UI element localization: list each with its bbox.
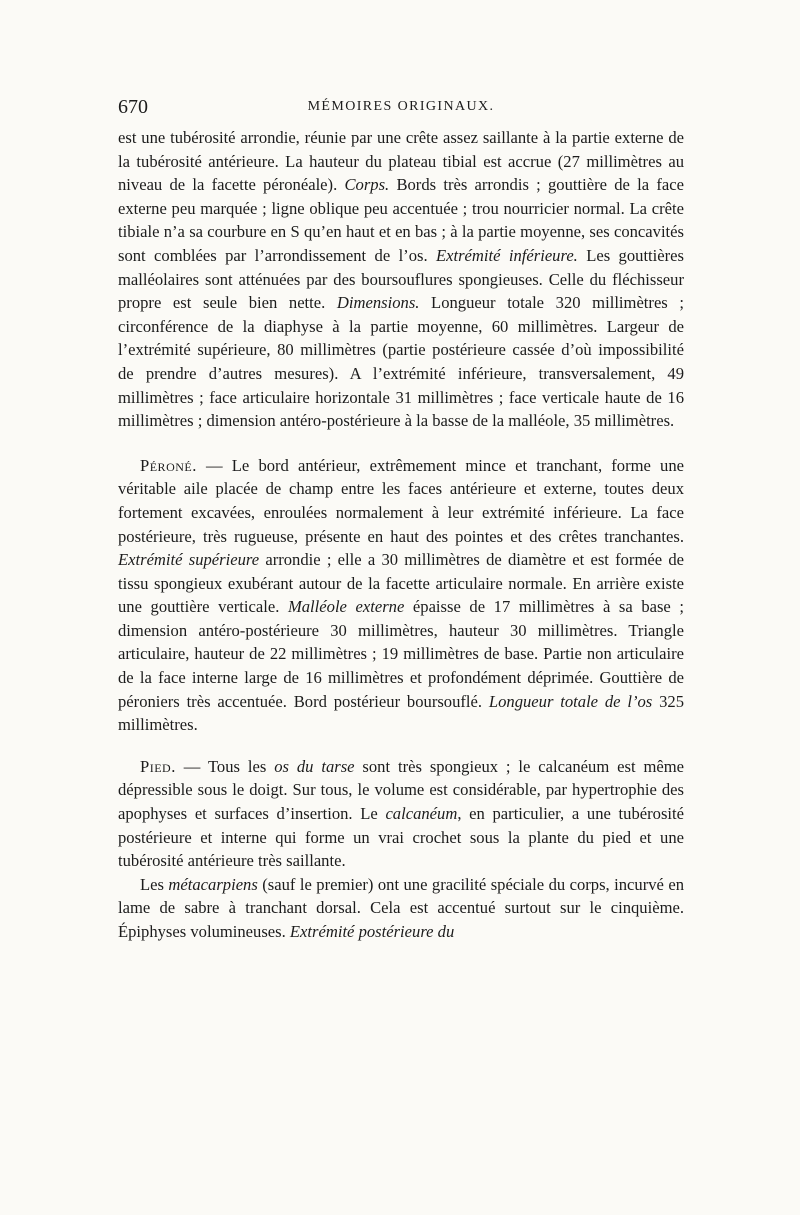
page-number: 670	[118, 96, 148, 118]
running-head: MÉMOIRES ORIGINAUX.	[307, 99, 495, 114]
tibia-paragraph	[118, 126, 684, 433]
book-page	[118, 96, 684, 944]
pied-heading: Pied.	[140, 756, 176, 776]
pied-text-c: , en particulier, a une tubérosité postérieure et interne qui forme un vrai crochet sous la plante du pied et une tubérosité antérieure très saillante.	[118, 804, 684, 871]
corps-heading: Corps.	[344, 175, 390, 195]
paragraph-gap	[118, 737, 684, 755]
extremite-superieure-heading: Extrémité supérieure	[118, 550, 260, 570]
malleole-externe-heading: Malléole externe	[287, 597, 405, 617]
metacarpiens-text-b: (sauf le premier) ont une gracilité spéciale du corps, incurvé en lame de sabre à tranchant dorsal. Cela est accentué surtout sur le cinquième. Épiphyses volumineuses.	[118, 874, 684, 941]
longueur-totale-heading: Longueur totale de l’os	[488, 691, 653, 711]
perone-text-b: arrondie ; elle a 30 millimètres de diamètre et est formée de tissu spongieux exubérant autour de la facette articulaire normale. En arrière existe une gouttière verticale.	[118, 550, 684, 617]
perone-text-d: 325 millimètres.	[118, 691, 684, 735]
calcaneum-term: calcanéum	[385, 804, 458, 824]
extremite-inferieure-heading: Extrémité inférieure.	[435, 245, 578, 265]
extremite-posterieure-heading: Extrémité postérieure du	[289, 922, 455, 941]
perone-paragraph	[118, 454, 684, 737]
paragraph-gap	[118, 433, 684, 454]
perone-heading: Péroné.	[140, 455, 197, 475]
perone-text-c: épaisse de 17 millimètres à sa base ; dimension antéro-postérieure 30 millimètres, hauteur 30 millimètres. Triangle articulaire, hauteur de 22 millimètres ; 19 millimètres de base. Partie non articulaire de la face interne large de 16 millimètres et profondément déprimée. Gouttière de péroniers très accentuée. Bord postérieur boursouflé.	[118, 597, 684, 711]
dimensions-text: Longueur totale 320 millimètres ; circonférence de la diaphyse à la partie moyenne, 60 millimètres. Largeur de l’extrémité supérieure, 80 millimètres (partie postérieure cassée d’où impossibilité de prendre d’autres mesures). A l’extrémité inférieure, transversalement, 49 millimètres ; face articulaire horizontale 31 millimètres ; face verticale haute de 16 millimètres ; dimension antéro-postérieure à la basse de la malléole, 35 millimètres.	[118, 293, 684, 431]
os-du-tarse-term: os du tarse	[274, 756, 355, 776]
tibia-intro: est une tubérosité arrondie, réunie par une crête assez saillante à la partie externe de la tubérosité antérieure. La hauteur du plateau tibial est accrue (27 millimètres au niveau de la facette péronéale).	[118, 128, 684, 195]
pied-paragraph	[118, 755, 684, 873]
dimensions-heading: Dimensions.	[336, 293, 420, 313]
pied-text-b: sont très spongieux ; le calcanéum est même dépressible sous le doigt. Sur tous, le volume est considérable, par hypertrophie des apophyses et surfaces d’insertion. Le	[118, 756, 684, 824]
extremite-inferieure-text: Les gouttières malléolaires sont atténuées par des boursouflures spongieuses. Celle du fléchisseur propre est seule bien nette.	[118, 245, 684, 313]
metacarpiens-text-a: Les	[140, 874, 169, 894]
page-header	[118, 96, 684, 126]
pied-text-a: — Tous les	[175, 756, 275, 776]
metacarpiens-paragraph	[118, 873, 684, 944]
perone-text-a: — Le bord antérieur, extrêmement mince et tranchant, forme une véritable aile placée de champ entre les faces antérieure et externe, toutes deux fortement excavées, enroulées normalement à leur extrémité inférieure. La face postérieure, très rugueuse, présente en haut des pointes et des crêtes tranchantes.	[118, 455, 684, 546]
body-text	[118, 126, 684, 944]
metacarpiens-term: métacarpiens	[168, 874, 258, 894]
corps-text: Bords très arrondis ; gouttière de la face externe peu marquée ; ligne oblique peu accentuée ; trou nourricier normal. La crête tibiale n’a sa courbure en S qu’en haut et en bas ; à la partie moyenne, ses concavités sont comblées par l’arrondissement de l’os.	[118, 175, 684, 265]
